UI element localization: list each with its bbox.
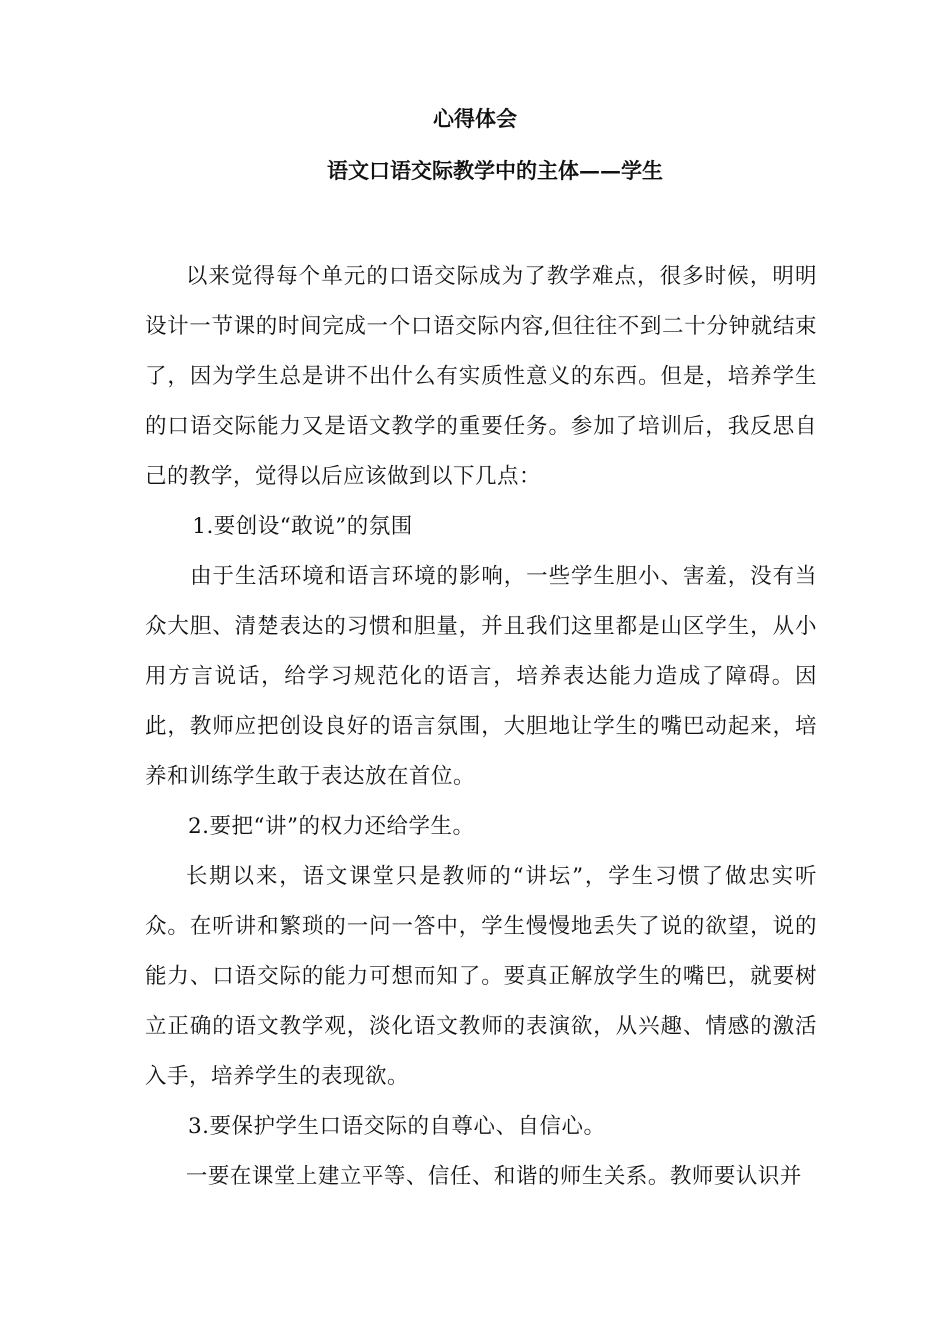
section-heading-3: 3.要保护学生口语交际的自尊心、自信心。 <box>188 1114 606 1139</box>
section-heading-2: 2.要把“讲”的权力还给学生。 <box>188 814 475 839</box>
paragraph-section-3: 一要在课堂上建立平等、信任、和谐的师生关系。教师要认识并 <box>185 1164 802 1189</box>
document-subtitle: 语文口语交际教学中的主体——学生 <box>327 158 663 183</box>
document-title: 心得体会 <box>433 106 517 131</box>
section-heading-1: 1.要创设“敢说”的氛围 <box>192 514 413 539</box>
paragraph-intro: 以来觉得每个单元的口语交际成为了教学难点，很多时候，明明设计一节课的时间完成一个口语交际内容,但往往不到二十分钟就结束了，因为学生总是讲不出什么有实质性意义的东西。但是，培养学生的口语交际能力又是语文教学的重要任务。参加了培训后，我反思自己的教学，觉得以后应该做到以下几点： <box>145 264 817 489</box>
paragraph-section-1: 由于生活环境和语言环境的影响，一些学生胆小、害羞，没有当众大胆、清楚表达的习惯和胆量，并且我们这里都是山区学生，从小用方言说话，给学习规范化的语言，培养表达能力造成了障碍。因此，教师应把创设良好的语言氛围，大胆地让学生的嘴巴动起来，培养和训练学生敢于表达放在首位。 <box>145 564 817 789</box>
paragraph-section-2: 长期以来，语文课堂只是教师的“讲坛”，学生习惯了做忠实听众。在听讲和繁琐的一问一答中，学生慢慢地丢失了说的欲望，说的能力、口语交际的能力可想而知了。要真正解放学生的嘴巴，就要树立正确的语文教学观，淡化语文教师的表演欲，从兴趣、情感的激活入手，培养学生的表现欲。 <box>145 864 817 1089</box>
document-body <box>145 252 817 1202</box>
